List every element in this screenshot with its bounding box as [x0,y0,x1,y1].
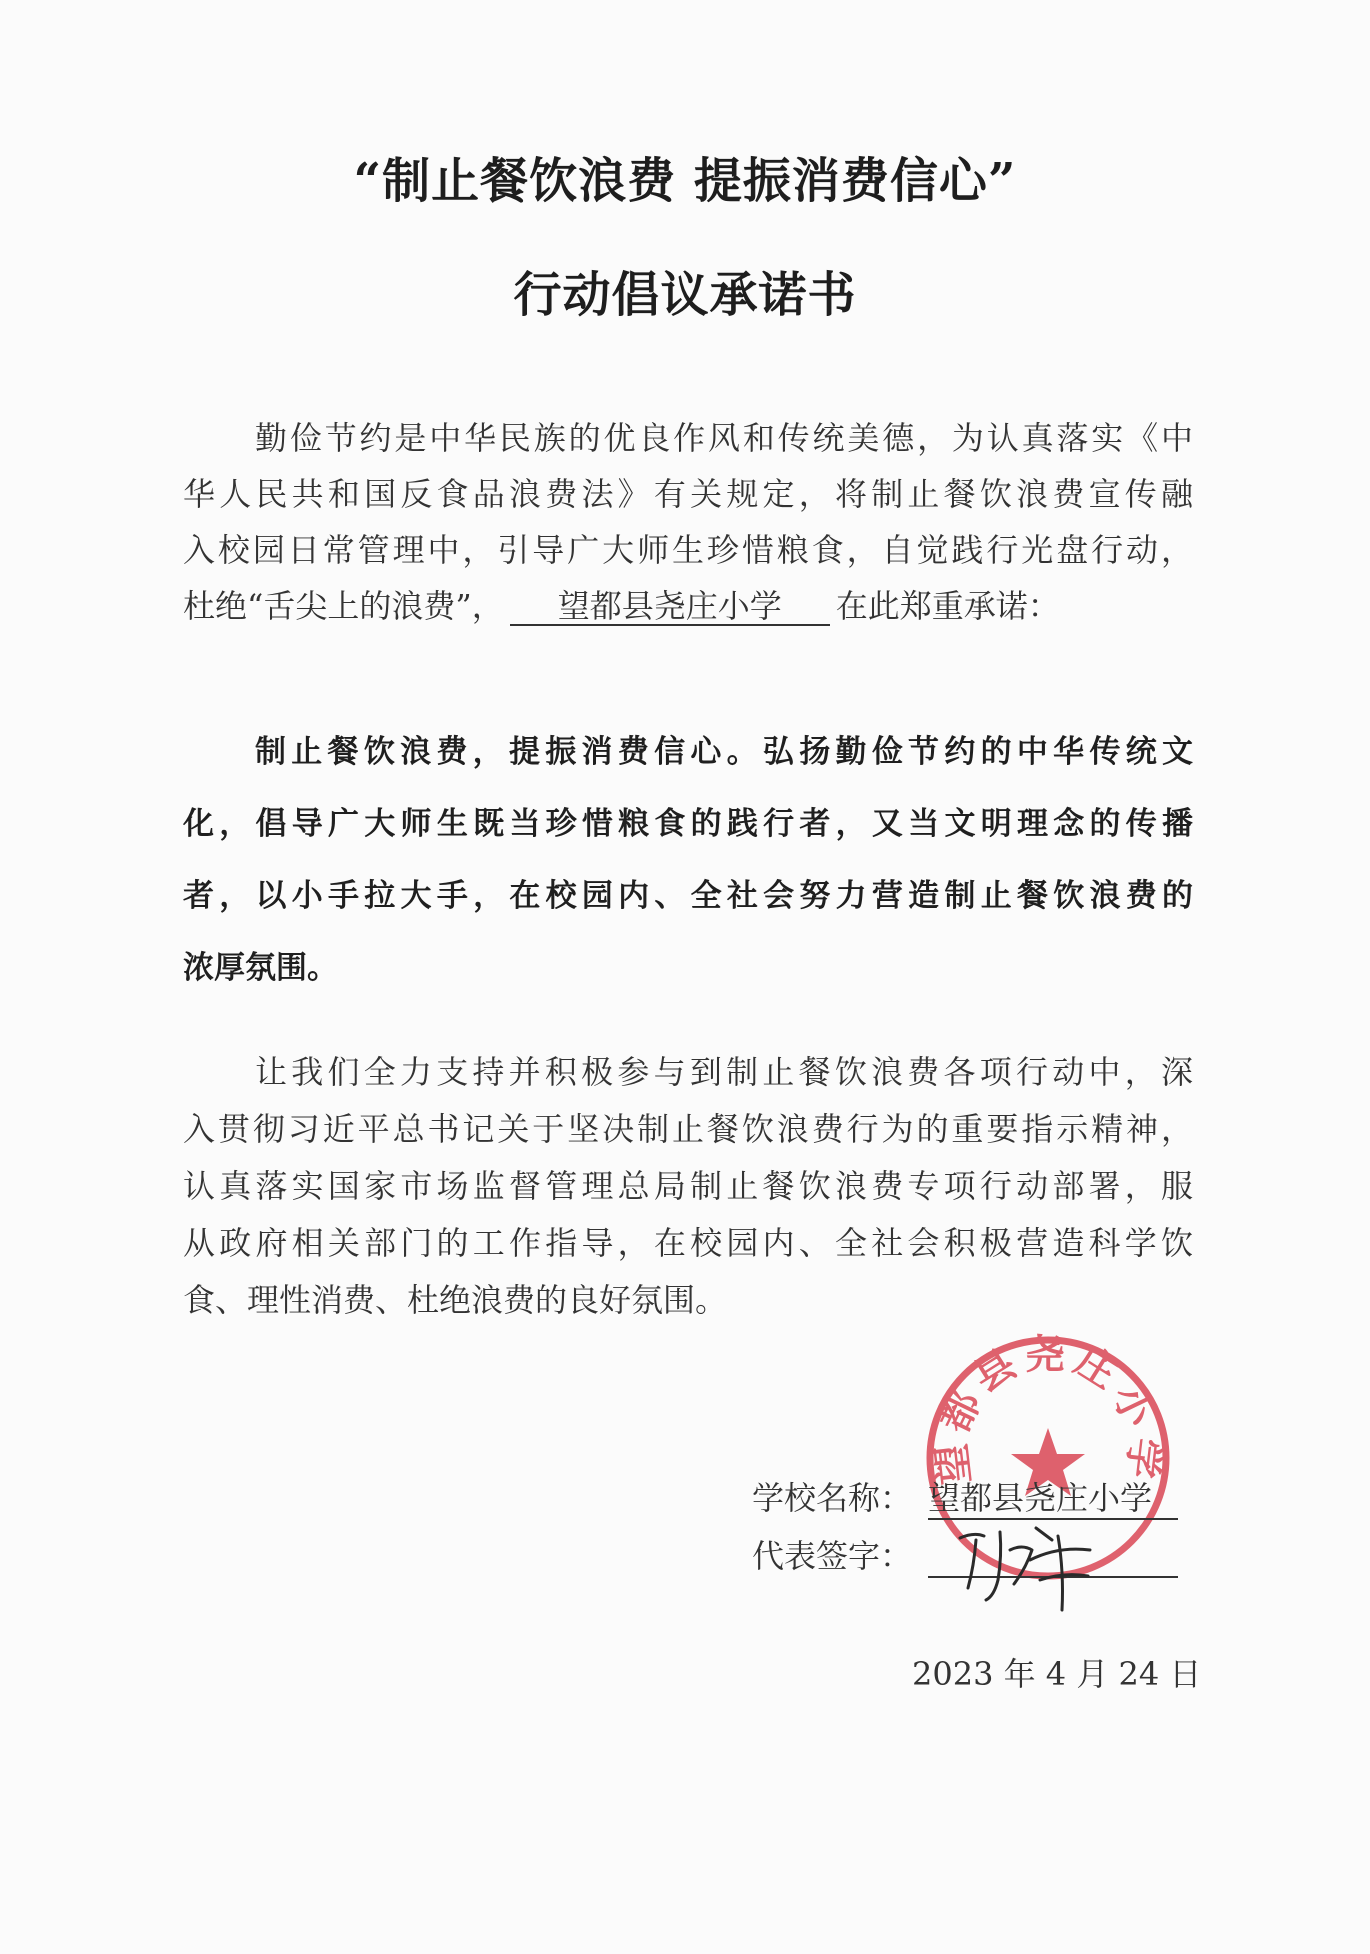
pledge-line-3: 者，以小手拉大手，在校园内、全社会努力营造制止餐饮浪费的 [183,878,1193,914]
intro-line-1: 勤俭节约是中华民族的优良作风和传统美德，为认真落实《中 [255,419,1193,457]
pledge-line-4: 浓厚氛围。 [183,950,338,986]
seal-text: 望都县尧庄小学 [928,1332,1168,1487]
intro-line-4 [183,586,1193,626]
intro-line-2: 华人民共和国反食品浪费法》有关规定，将制止餐饮浪费宣传融 [183,475,1193,513]
intro-line-3: 入校园日常管理中，引导广大师生珍惜粮食，自觉践行光盘行动， [183,531,1193,569]
title-line-1: “制止餐饮浪费 提振消费信心” [353,153,1017,209]
intro-line-4-prefix: 杜绝“舌尖上的浪费”， [183,587,504,625]
handwritten-signature-icon [940,1510,1120,1620]
title-line-2: 行动倡议承诺书 [513,267,857,323]
school-name-value: 望都县尧庄小学 [928,1478,1178,1520]
support-line-1: 让我们全力支持并积极参与到制止餐饮浪费各项行动中，深 [255,1053,1193,1091]
pledge-line-2: 化，倡导广大师生既当珍惜粮食的践行者，又当文明理念的传播 [183,806,1193,842]
representative-label: 代表签字： [752,1537,913,1575]
support-line-2: 入贯彻习近平总书记关于坚决制止餐饮浪费行为的重要指示精神， [183,1110,1193,1148]
support-line-5: 食、理性消费、杜绝浪费的良好氛围。 [183,1281,728,1319]
intro-line-4-suffix: 在此郑重承诺： [835,587,1060,625]
school-name-fill: 望都县尧庄小学 [510,588,830,626]
support-line-4: 从政府相关部门的工作指导，在校园内、全社会积极营造科学饮 [183,1224,1193,1262]
support-line-3: 认真落实国家市场监督管理总局制止餐饮浪费专项行动部署，服 [183,1167,1193,1205]
school-name-label: 学校名称： [752,1479,913,1517]
pledge-line-1: 制止餐饮浪费，提振消费信心。弘扬勤俭节约的中华传统文 [255,734,1193,770]
document-date: 2023 年 4 月 24 日 [912,1655,1202,1693]
